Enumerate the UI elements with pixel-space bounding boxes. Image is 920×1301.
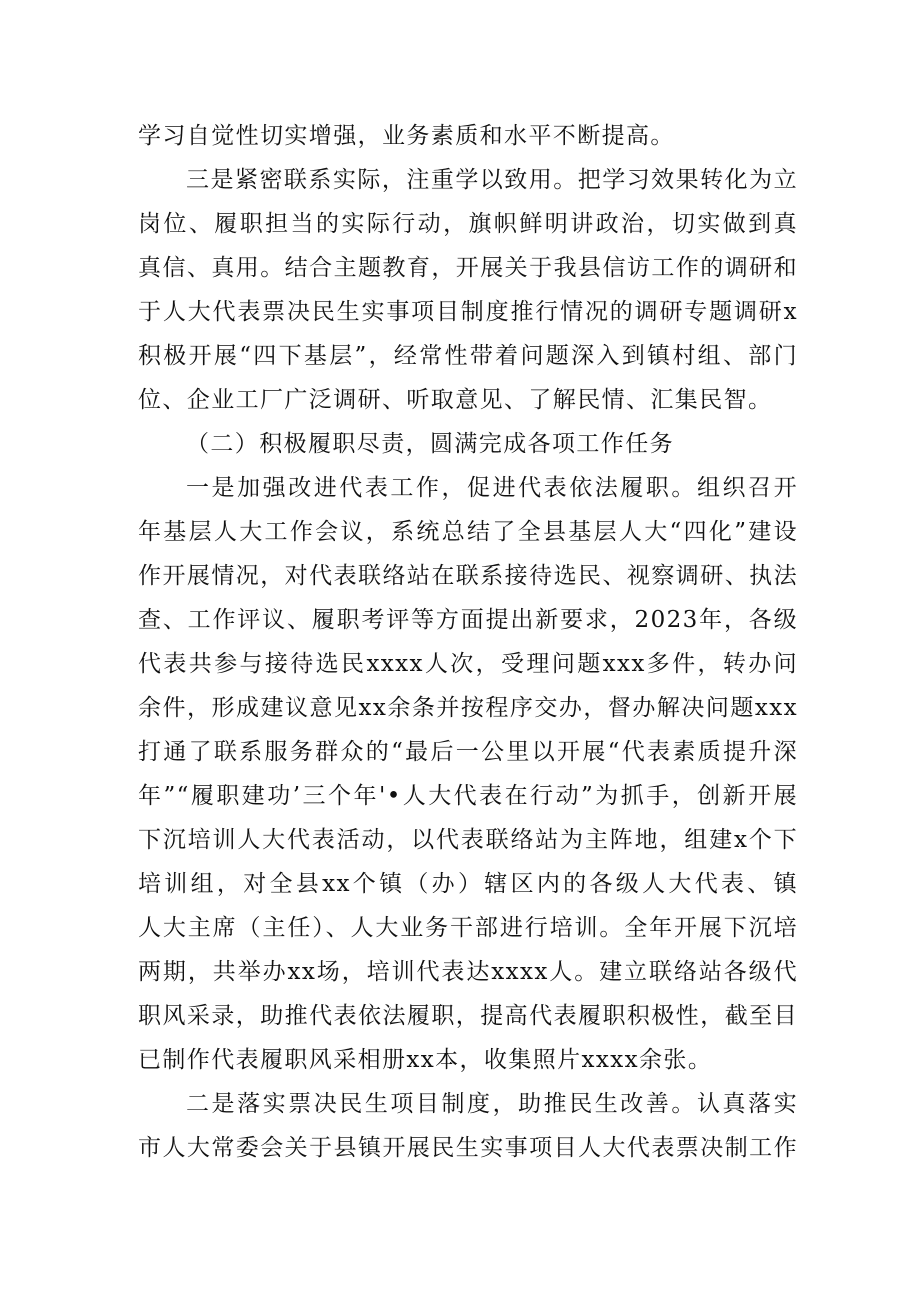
paragraph-line: 位、企业工厂广泛调研、听取意见、了解民情、汇集民智。 xyxy=(138,387,773,413)
paragraph-line: 余件，形成建议意见xx余条并按程序交办，督办解决问题xxx xyxy=(138,695,798,721)
paragraph-line: 二是落实票决民生项目制度，助推民生改善。认真落实 xyxy=(186,1091,798,1117)
paragraph-line: 培训组，对全县xx个镇（办）辖区内的各级人大代表、镇 xyxy=(138,871,798,897)
paragraph-line: 市人大常委会关于县镇开展民生实事项目人大代表票决制工作 xyxy=(138,1135,798,1161)
paragraph-line: 于人大代表票决民生实事项目制度推行情况的调研专题调研x xyxy=(138,299,798,325)
paragraph-line: 下沉培训人大代表活动，以代表联络站为主阵地，组建x个下 xyxy=(138,827,798,853)
paragraph-line: 真信、真用。结合主题教育，开展关于我县信访工作的调研和 xyxy=(138,255,798,281)
paragraph-line: 积极开展“四下基层”，经常性带着问题深入到镇村组、部门 xyxy=(138,343,798,369)
paragraph-line: 打通了联系服务群众的“最后一公里以开展“代表素质提升深 xyxy=(138,739,798,765)
paragraph-line: 作开展情况，对代表联络站在联系接待选民、视察调研、执法 xyxy=(138,563,798,589)
paragraph-line: 岗位、履职担当的实际行动，旗帜鲜明讲政治，切实做到真 xyxy=(138,211,798,237)
paragraph-line: 人大主席（主任）、人大业务干部进行培训。全年开展下沉培 xyxy=(138,915,798,941)
section-heading: （二）积极履职尽责，圆满完成各项工作任务 xyxy=(186,431,674,457)
paragraph-line: 一是加强改进代表工作，促进代表依法履职。组织召开 xyxy=(186,475,798,501)
paragraph-line: 两期，共举办xx场，培训代表达xxxx人。建立联络站各级代 xyxy=(138,959,798,985)
paragraph-line: 职风采录，助推代表依法履职，提高代表履职积极性，截至目 xyxy=(138,1003,798,1029)
paragraph-line: 学习自觉性切实增强，业务素质和水平不断提高。 xyxy=(138,123,675,149)
paragraph-line: 查、工作评议、履职考评等方面提出新要求，2023年，各级 xyxy=(138,607,798,633)
paragraph-line: 三是紧密联系实际，注重学以致用。把学习效果转化为立 xyxy=(186,167,798,193)
paragraph-line: 已制作代表履职风采相册xx本，收集照片xxxx余张。 xyxy=(138,1047,713,1073)
paragraph-line: 年基层人大工作会议，系统总结了全县基层人大“四化”建设 xyxy=(138,519,798,545)
paragraph-line: 年”“履职建功’三个年'•人大代表在行动”为抓手，创新开展 xyxy=(138,783,798,809)
paragraph-line: 代表共参与接待选民xxxx人次，受理问题xxx多件，转办问 xyxy=(138,651,798,677)
